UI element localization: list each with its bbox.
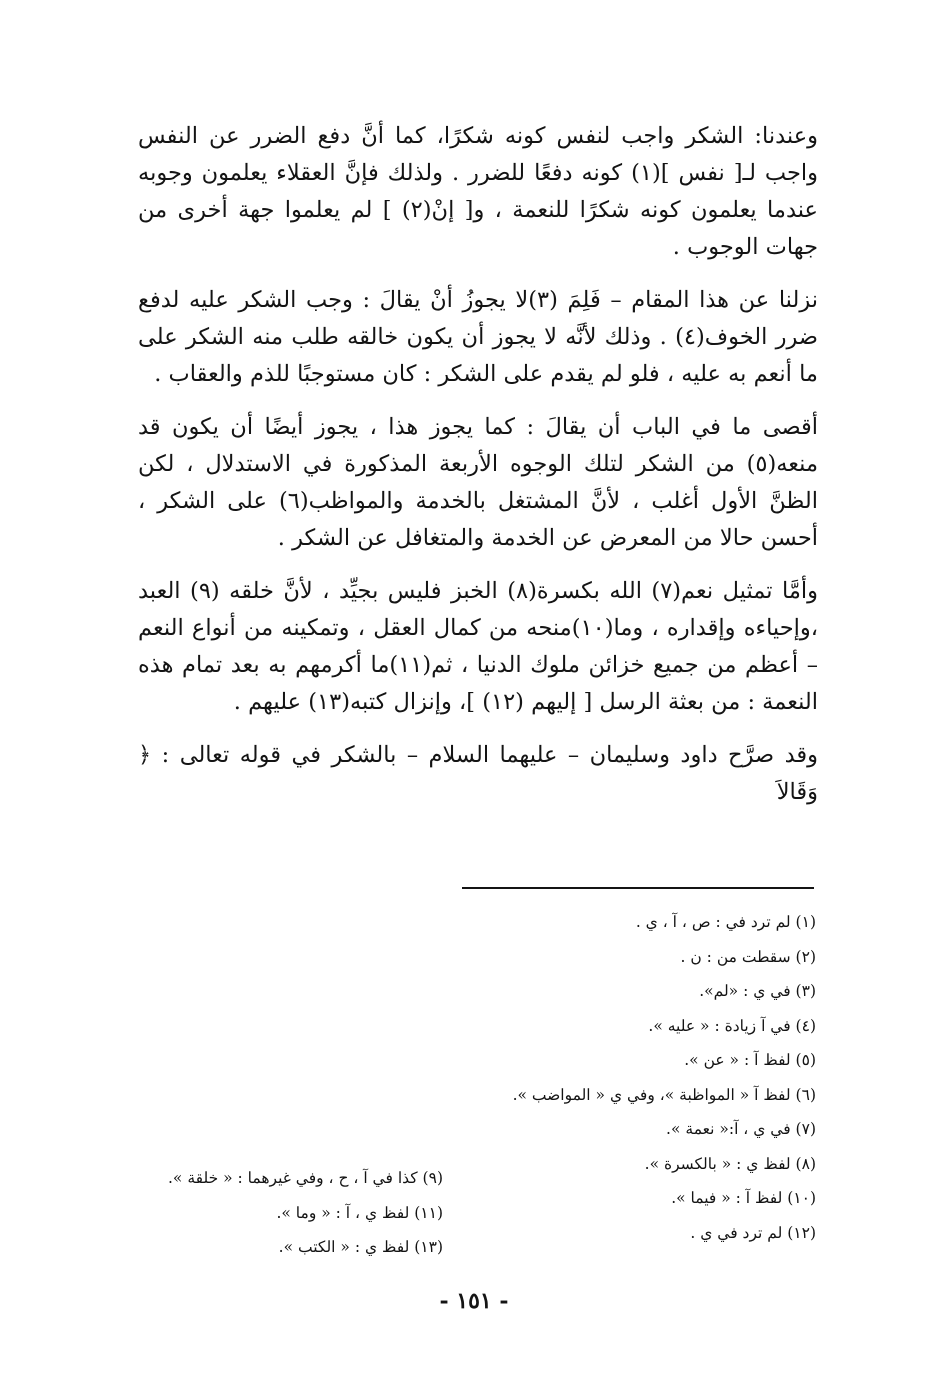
footnote: (١) لم ترد في : ص ، آ ، ي . — [635, 913, 816, 931]
page-number: - ١٥١ - — [439, 1288, 509, 1314]
footnote: (٢) سقطت من : ن . — [680, 947, 816, 966]
footnote: (٩) كذا في آ ، ح ، وفي غيرهما : « خلقة ». — [167, 1169, 443, 1187]
footnotes-right-column — [396, 905, 816, 1250]
footnote: (٣) في ي : «لم». — [699, 982, 816, 1000]
paragraph: نزلنا عن هذا المقام – فَلِمَ (٣)لا يجوزُ أنْ يقالَ : وجب الشكر عليه لدفع ضرر الخوف(٤) . وذلك لأنَّه لا يجوز أن يكون خالقه طلب منه الشكر على ما أنعم به عليه ، فلو لم يقدم على الشكر : كان مستوجبًا للذم والعقاب . — [138, 287, 818, 387]
footnote: (٤) في آ زيادة : « عليه ». — [648, 1016, 816, 1035]
footnote: (٦) لفظ آ « المواظبة »، وفي ي « المواضب ». — [512, 1085, 816, 1104]
footnote: (١٠) لفظ آ : « فيما ». — [671, 1189, 816, 1207]
footnote: (١١) لفظ ي ، آ : « وما ». — [276, 1203, 443, 1222]
footnote: (١٣) لفظ ي : « الكتب ». — [278, 1238, 443, 1256]
footnote: (٧) في ي ، آ:« نعمة ». — [666, 1120, 816, 1138]
paragraph: أقصى ما في الباب أن يقالَ : كما يجوز هذا ، يجوز أيضًا أن يكون قد منعه(٥) من الشكر لتلك الوجوه الأربعة المذكورة في الاستدلال ، لكن الظنَّ الأول أغلب ، لأنَّ المشتغل بالخدمة والمواظب(٦) على الشكر ، أحسن حالا من المعرض عن الخدمة والمتغافل عن الشكر . — [138, 414, 818, 551]
footnotes-left-column — [23, 1161, 443, 1265]
footnote: (٨) لفظ ي : « بالكسرة ». — [644, 1154, 816, 1173]
footnote: (١٢) لم ترد في ي . — [690, 1223, 816, 1242]
footnote: (٥) لفظ آ : « عن ». — [684, 1051, 816, 1069]
main-text — [138, 118, 818, 827]
paragraph: وقد صرَّح داود وسليمان – عليهما السلام – بالشكر في قوله تعالى : ﴿ وَقَالاَ — [138, 742, 818, 805]
paragraph: وعندنا: الشكر واجب لنفس كونه شكرًا، كما أنَّ دفع الضرر عن النفس واجب لـ[ نفس ](١) كونه دفعًا للضرر . ولذلك فإنَّ العقلاء يعلمون وجوبه عندما يعلمون كونه شكرًا للنعمة ، و[ إنْ(٢) ] لم يعلموا جهة أخرى من جهات الوجوب . — [138, 123, 818, 260]
paragraph: وأمَّا تمثيل نعم(٧) الله بكسرة(٨) الخبز فليس بجيِّد ، لأنَّ خلقه (٩) العبد ،وإحياءه وإقداره ، وما(١٠)منحه من كمال العقل ، وتمكينه من أنواع النعم – أعظم من جميع خزائن ملوك الدنيا ، ثم(١١)ما أكرمهم به بعد تمام هذه النعمة : من بعثة الرسل [ إليهم (١٢) ]، وإنزال كتبه(١٣) عليهم . — [138, 578, 818, 715]
footnote-divider — [462, 887, 814, 889]
